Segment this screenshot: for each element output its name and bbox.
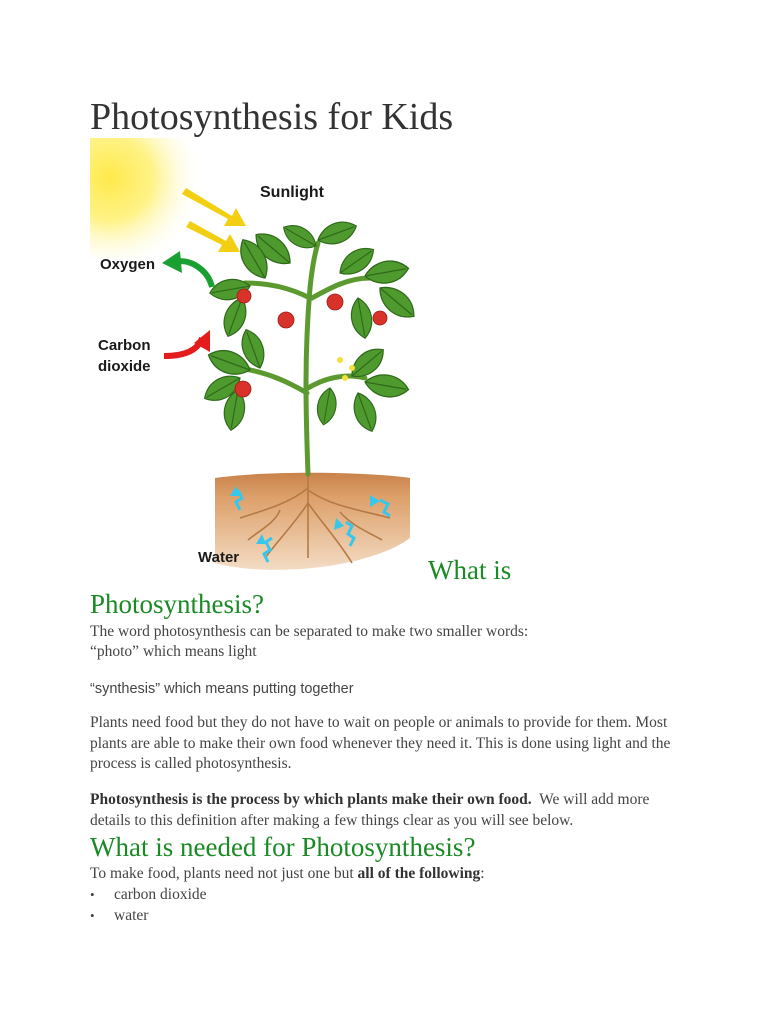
oxygen-label: Oxygen: [100, 256, 156, 273]
soil: [215, 473, 410, 570]
sunlight-label: Sunlight: [260, 184, 324, 201]
section-heading-needed: What is needed for Photosynthesis?: [90, 832, 476, 862]
intro-paragraph: The word photosynthesis can be separated to make two smaller words:: [90, 623, 529, 640]
carbon-dioxide-label-line1: Carbon: [98, 337, 151, 354]
plants-paragraph: Plants need food but they do not have to wait on people or animals to provide for them. Most plants are able to make their own food whenever they need it. This is done using light and the process is called photosynthesis.: [90, 714, 671, 772]
section-heading-what-is-part1: What is: [428, 555, 512, 585]
photosynthesis-illustration: [90, 138, 424, 580]
needed-intro-start: To make food, plants need not just one but: [90, 865, 358, 882]
list-item: • carbon dioxide: [90, 884, 207, 905]
section-heading-what-is-part2: Photosynthesis?: [90, 589, 265, 619]
needed-intro-end: :: [480, 865, 485, 882]
carbon-dioxide-arrow: [164, 338, 202, 356]
page-title: Photosynthesis for Kids: [90, 96, 454, 138]
needed-intro: [90, 864, 485, 885]
definition-bold: Photosynthesis is the process by which plants make their own food.: [90, 791, 532, 808]
synthesis-definition: “synthesis” which means putting together: [90, 681, 354, 697]
list-item: • water: [90, 905, 207, 926]
carbon-dioxide-label-line2: dioxide: [98, 358, 151, 375]
definition-rest: We will add more details to this definition after making a few things clear as you will see below.: [90, 791, 654, 829]
water-label: Water: [198, 549, 240, 566]
definition-paragraph: [90, 790, 690, 831]
needed-intro-bold: all of the following: [357, 865, 481, 882]
photo-definition: “photo” which means light: [90, 643, 257, 660]
needed-list: [90, 884, 207, 926]
